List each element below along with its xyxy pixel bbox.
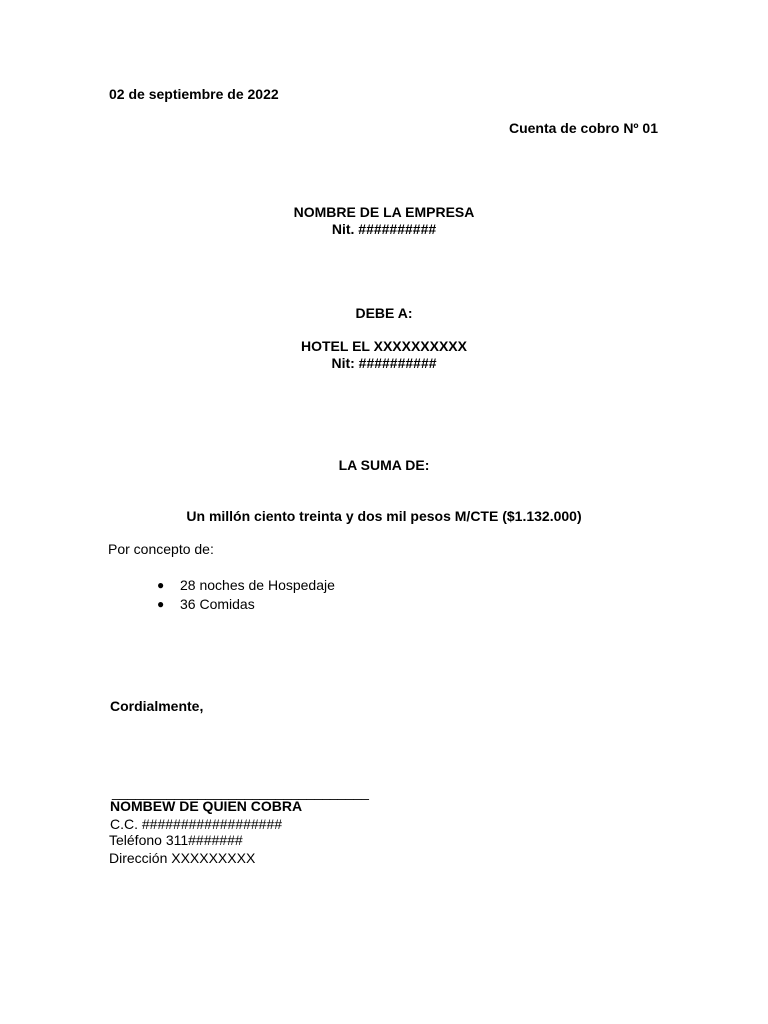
creditor-nit: Nit: ########## (331, 355, 437, 371)
closing: Cordialmente, (110, 698, 204, 714)
signer-name: NOMBEW DE QUIEN COBRA (110, 798, 303, 814)
list-item (143, 595, 335, 614)
sum-label: LA SUMA DE: (338, 457, 430, 473)
creditor-name: HOTEL EL XXXXXXXXXX (301, 338, 467, 354)
company-name: NOMBRE DE LA EMPRESA (293, 204, 475, 220)
concept-label: Por concepto de: (108, 541, 214, 557)
signature-line: _________________________________ (112, 784, 369, 800)
invoice-number: Cuenta de cobro Nº 01 (508, 120, 658, 136)
signer-phone: Teléfono 311####### (109, 832, 243, 848)
list-item-label: 36 Comidas (180, 596, 255, 612)
letter-date: 02 de septiembre de 2022 (109, 86, 279, 102)
list-item (143, 576, 335, 595)
concept-items-list (143, 576, 335, 614)
signer-address: Dirección XXXXXXXXX (109, 850, 256, 866)
company-nit: Nit. ########## (331, 221, 437, 237)
signer-id: C.C. ################## (110, 816, 283, 832)
amount-text: Un millón ciento treinta y dos mil pesos M/CTE ($1.132.000) (186, 508, 582, 524)
list-item-label: 28 noches de Hospedaje (180, 577, 335, 593)
owes-to-label: DEBE A: (355, 305, 413, 321)
bullet-icon: ● (157, 597, 165, 611)
bullet-icon: ● (157, 578, 165, 592)
